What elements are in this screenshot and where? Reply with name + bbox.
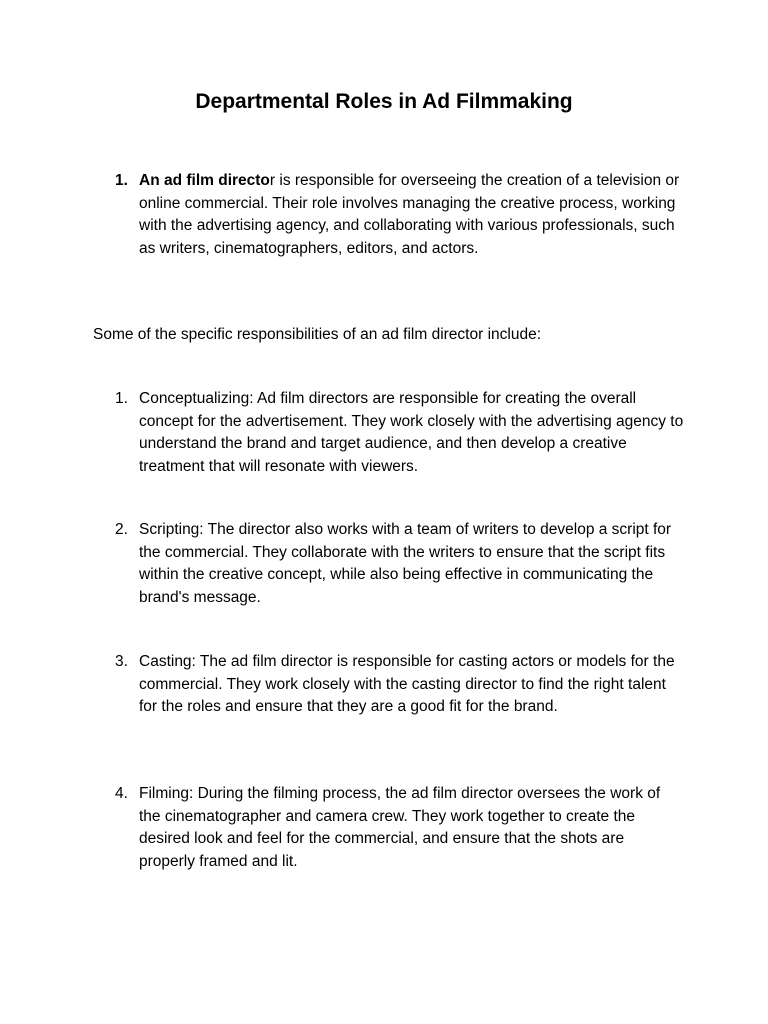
responsibility-item-conceptualizing <box>115 388 684 478</box>
lead-paragraph: Some of the specific responsibilities of an ad film director include: <box>93 326 541 343</box>
list-item-text: Casting: The ad film director is responsible for casting actors or models for the commercial. They work closely with the casting director to find the right talent for the roles and ensure that they are a good fit for the brand. <box>139 653 675 715</box>
list-item-text: Scripting: The director also works with a team of writers to develop a script for the commercial. They collaborate with the writers to ensure that the script fits within the creative concept, while also being effective in communicating the brand's message. <box>139 521 672 606</box>
responsibility-item-casting <box>115 651 684 719</box>
list-number: 1. <box>115 390 128 407</box>
intro-list-item <box>115 170 684 260</box>
list-number: 2. <box>115 521 128 538</box>
list-item-text: Conceptualizing: Ad film directors are responsible for creating the overall concept for the advertisement. They work closely with the advertising agency to understand the brand and target audience, and then develop a creative treatment that will resonate with viewers. <box>139 390 684 475</box>
list-item-text: Filming: During the filming process, the ad film director oversees the work of the cinematographer and camera crew. They work together to create the desired look and feel for the commercial, and ensure that the shots are properly framed and lit. <box>139 785 661 870</box>
intro-bold-text: An ad film directo <box>139 172 270 189</box>
responsibility-item-filming <box>115 783 684 873</box>
intro-body-text: r is responsible for overseeing the creation of a television or online commercial. Their role involves managing the creative process, working with the advertising agency, and collaborating with various professionals, such as writers, cinematographers, editors, and actors. <box>139 172 680 257</box>
page-title: Departmental Roles in Ad Filmmaking <box>195 90 573 113</box>
list-number: 4. <box>115 785 128 802</box>
list-number: 3. <box>115 653 128 670</box>
list-number: 1. <box>115 172 128 189</box>
responsibility-item-scripting <box>115 519 684 609</box>
